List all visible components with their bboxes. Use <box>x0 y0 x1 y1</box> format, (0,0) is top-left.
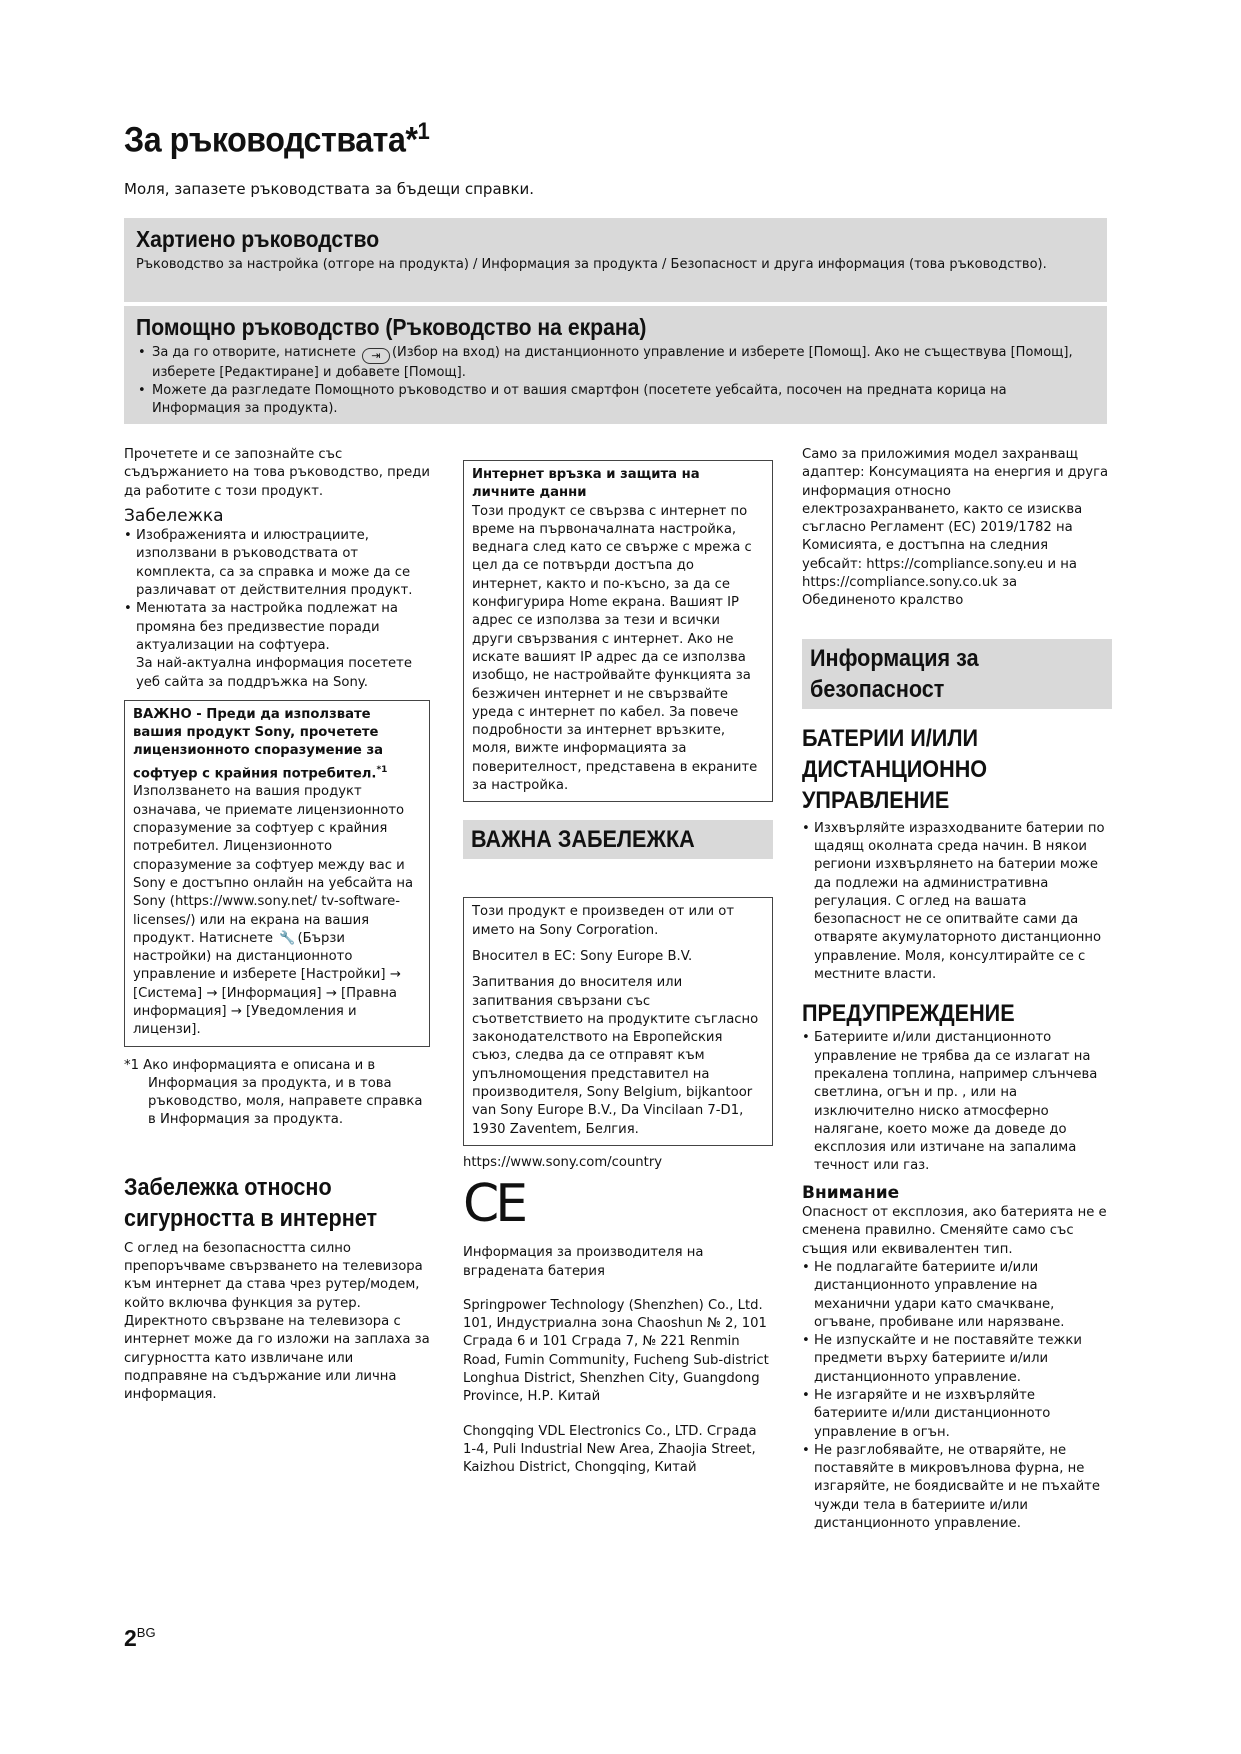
safety-heading: Информация за безопасност <box>810 644 979 703</box>
batteries-item: • Изхвърляйте изразходваните батерии по щадящ околната среда начин. В някои региони изхвърлянето на батерии може да подлежи на административна регулация. С оглед на вашата безопасност не се опитвайте сами да отваряте акумулаторното дистанционно управление. Моля, консултирайте се с местните власти. <box>814 820 1112 985</box>
maker2: Chongqing VDL Electronics Co., LTD. Сграда 1-4, Puli Industrial New Area, Zhaojia Street, Kaizhou District, Chongqing, Китай <box>463 1423 757 1476</box>
paper-manual-text: Ръководство за настройка (отгоре на продукта) / Информация за продукта / Безопасност и друга информация (това ръководство). <box>136 257 1047 272</box>
column-left <box>124 446 430 1404</box>
privacy-text: Този продукт се свързва с интернет по време на първоначалната настройка, веднага след като се свърже с мрежа с цел да се потвърди достъпа до интернет, както и по-късно, за да се конфигурира Home екрана. Вашият IP адрес се използва за тези и всички други свързвания с интернет. Ако не искате вашият IP адрес да се използва изобщо, не настройвайте функцията за безжичен интернет и не свързвайте уреда с интернет по кабел. За повече подробности за интернет връзките, моля, вижте информацията за поверителност, представена в екраните за настройка. <box>472 503 758 794</box>
paper-manual-heading: Хартиено ръководство <box>136 226 380 252</box>
privacy-heading: Интернет връзка и защита на личните данни <box>472 467 700 501</box>
privacy-box <box>463 460 773 802</box>
eula-heading: ВАЖНО - Преди да използвате вашия продукт Sony, прочетете лицензионното споразумение за софтуер с крайния потребител.$^{*1}$ <box>133 706 388 782</box>
intro-text: Прочетете и се запознайте със съдържанието на това ръководство, преди да работите с този продукт. <box>124 447 430 499</box>
caution-heading: Внимание <box>802 1182 900 1203</box>
maker1-address: 101, Индустриална зона Chaoshun № 2, 101 Сграда 6 и 101 Сграда 7, № 221 Renmin Road, Fumin Community, Fucheng Sub-district Longhua District, Shenzhen City, Guangdong Province, Н.Р. Китай <box>463 1316 769 1405</box>
warning-item: • Батериите и/или дистанционното управление не трябва да се излагат на прекалена топлина, например слънчева светлина, огън и пр. , или на изключително ниско атмосферно налягане, което може да доведе до експлозия или изтичане на запалима течност или газ. <box>814 1029 1112 1175</box>
help-guide-item: • Можете да разгледате Помощното ръководство и от вашия смартфон (посетете уебсайта, посочен на предната корица на Информация за продукта). <box>152 382 1095 418</box>
help-guide-heading: Помощно ръководство (Ръководство на екрана) <box>136 314 647 340</box>
page-title: За ръководствата*$^1$ <box>124 118 430 160</box>
inquiry-text: Запитвания до вносителя или запитвания свързани със съответствието на продуктите съгласно законодателството на Европейския съюз, следва да се отправят към упълномощения представител на производителя, Sony Belgium, bijkantoor van Sony Europe B.V., Da Vincilaan 7-D1, 1930 Zaventem, Белгия. <box>472 975 759 1137</box>
column-middle <box>463 460 773 1477</box>
caution-item: • Не разглобявайте, не отваряйте, не поставяйте в микровълнова фурна, не изгаряйте, не боядисвайте и не пъхайте чужди тела в батериите и/или дистанционното управление. <box>814 1442 1112 1533</box>
caution-item: • Не изпускайте и не поставяйте тежки предмети върху батериите и/или дистанционното управление. <box>814 1332 1112 1387</box>
page-number: $2^{BG}$ <box>124 1625 156 1651</box>
importer-box <box>463 897 773 1146</box>
ce-mark: CE <box>463 1174 525 1235</box>
energy-text: Само за приложимия модел захранващ адаптер: Консумацията на енергия и друга информация относно електрозахранването, както се изисква съгласно Регламент (ЕС) 2019/1782 на Комисията, е достъпна на следния уебсайт: https://compliance.sony.eu и на https://compliance.sony.co.uk за Обединеното кралство <box>802 447 1109 609</box>
quick-settings-icon: 🔧 <box>279 930 296 946</box>
column-right <box>802 446 1112 1533</box>
maker1-name: Springpower Technology (Shenzhen) Co., Ltd. <box>463 1297 763 1313</box>
caution-item: • Не подлагайте батериите и/или дистанционното управление на механични удари като смачкване, огъване, пробиване или нарязване. <box>814 1259 1112 1332</box>
help-guide-item: • За да го отворите, натиснете ⇥ (Избор на вход) на дистанционното управление и изберете [Помощ]. Ако не съществува [Помощ], изберете [Редактиране] и добавете [Помощ]. <box>152 344 1095 382</box>
caution-item: • Не изгаряйте и не изхвърляйте батериите и/или дистанционното управление в огън. <box>814 1387 1112 1442</box>
important-note-banner <box>463 820 773 859</box>
importer-text: Вносител в ЕС: Sony Europe B.V. <box>472 948 693 964</box>
caution-text: Опасност от експлозия, ако батерията не е сменена правилно. Сменяйте само със същия или еквивалентен тип. <box>802 1205 1107 1257</box>
important-note-heading: ВАЖНА ЗАБЕЛЕЖКА <box>471 826 695 854</box>
eula-box <box>124 700 430 1047</box>
note-item: • Менютата за настройка подлежат на промяна без предизвестие поради актуализации на софтуера. За най-актуална информация посетете уеб сайта за поддръжка на Sony. <box>136 600 430 691</box>
note-item: • Изображенията и илюстрациите, използвани в ръководствата от комплекта, са за справка и може да се различават от действителния продукт. <box>136 527 430 600</box>
manufacturer-text: Този продукт е произведен от или от името на Sony Corporation. <box>472 904 735 938</box>
safety-banner <box>802 639 1112 709</box>
paper-manual-section <box>124 218 1107 302</box>
internet-security-heading: Забележка относно сигурността в интернет <box>124 1173 378 1232</box>
help-guide-section <box>124 306 1107 424</box>
country-url: https://www.sony.com/country <box>463 1154 663 1170</box>
eula-text: Използването на вашия продукт означава, че приемате лицензионното споразумение за софтуер с крайния потребител. Лицензионното споразумение за софтуер между вас и Sony е достъпно онлайн на уебсайта на Sony (https://www.sony.net/ tv-software-licenses/) или на екрана на вашия продукт. Натиснете 🔧 (Бързи настройки) на дистанционното управление и изберете [Настройки] → [Система] → [Информация] → [Правна информация] → [Уведомления и лицензи]. <box>133 784 414 1038</box>
page-subtitle: Моля, запазете ръководствата за бъдещи справки. <box>124 180 535 198</box>
note-heading: Забележка <box>124 505 224 526</box>
internet-security-text: С оглед на безопасността силно препоръчваме свързването на телевизора към интернет да става чрез рутер/модем, който включва функция за рутер. Директното свързване на телевизора с интернет може да го изложи на заплаха за сигурността като извличане или подправяне на съдържание или лична информация. <box>124 1240 430 1403</box>
battery-maker-info: Информация за производителя на вградената батерия <box>463 1245 704 1279</box>
warning-heading: ПРЕДУПРЕЖДЕНИЕ <box>802 1000 1015 1028</box>
input-select-icon: ⇥ <box>362 348 390 364</box>
footnote: *1 Ако информацията е описана и в Информация за продукта, и в това ръководство, моля, направете справка в Информация за продукта. <box>124 1057 423 1128</box>
batteries-heading: БАТЕРИИ И/ИЛИ ДИСТАНЦИОННО УПРАВЛЕНИЕ <box>802 724 988 814</box>
